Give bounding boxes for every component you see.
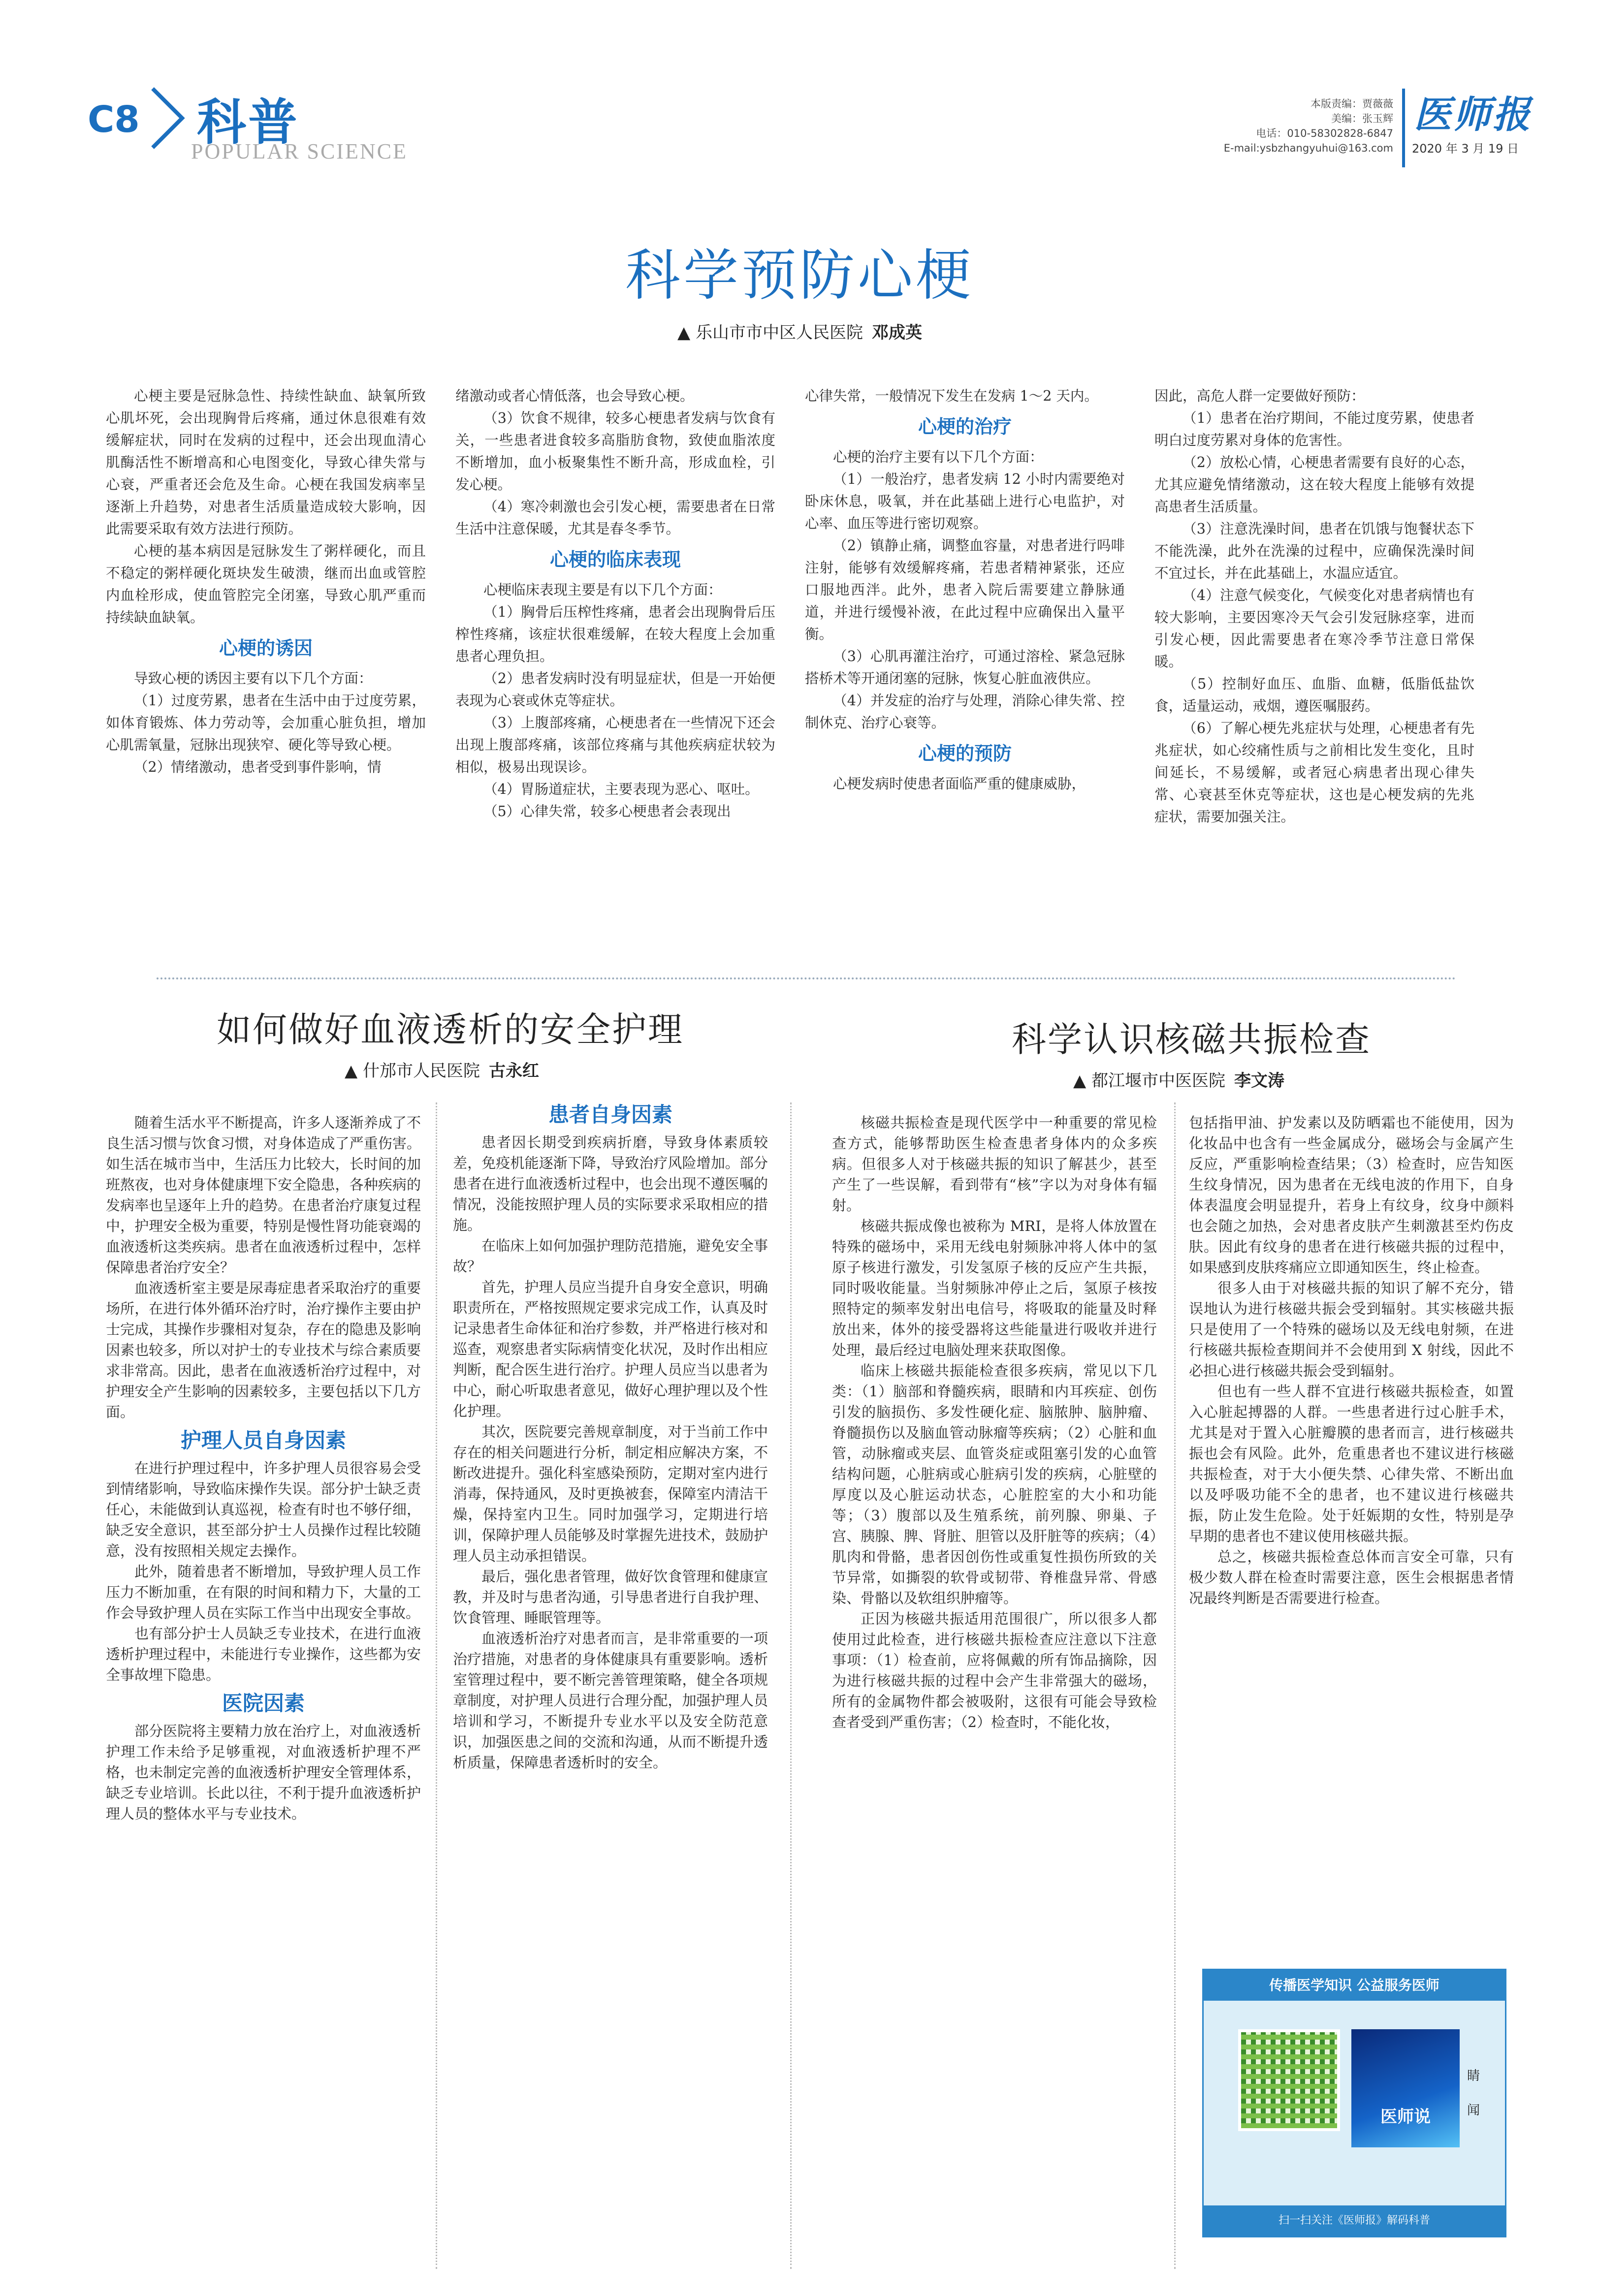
paragraph: 核磁共振检查是现代医学中一种重要的常见检查方式，能够帮助医生检查患者身体内的众多疾病。但很多人对于核磁共振的知识了解甚少，甚至产生了一些误解，看到带有“核”字以为对身体有辐射。 bbox=[832, 1114, 1157, 1214]
paragraph: 血液透析室主要是尿毒症患者采取治疗的重要场所，在进行体外循环治疗时，治疗操作主要由护士完成，其操作步骤相对复杂，存在的隐患及影响因素也较多，所以对护士的专业技术与综合素质要求非常高。因此，患者在血液透析治疗过程中，对护理安全产生影响的因素较多，主要包括以下几方面。 bbox=[106, 1280, 421, 1420]
section-english: POPULAR SCIENCE bbox=[191, 139, 408, 163]
article1-byline bbox=[677, 319, 922, 343]
page-number: C8 bbox=[88, 98, 140, 141]
paragraph: 其次，医院要完善规章制度，对于当前工作中存在的相关问题进行分析，制定相应解决方案，不断改进提升。强化科室感染预防，定期对室内进行消毒，保持通风，及时更换被套，保障室内清洁干燥，保持室内卫生。同时加强学习，定期进行培训，保障护理人员能够及时掌握先进技术，鼓励护理人员主动承担错误。 bbox=[453, 1423, 768, 1564]
article2-column-2 bbox=[453, 1097, 768, 1773]
paragraph: 血液透析治疗对患者而言，是非常重要的一项治疗措施，对患者的身体健康具有重要影响。透析室管理过程中，要不断完善管理策略，健全各项规章制度，对护理人员进行合理分配，加强护理人员培训和学习，不断提升专业水平以及安全防范意识，加强医患之间的交流和沟通，从而不断提升透析质量，保障患者透析时的安全。 bbox=[453, 1630, 768, 1771]
paragraph: （4）并发症的治疗与处理，消除心律失常、控制休克、治疗心衰等。 bbox=[805, 692, 1125, 731]
subheading-prevention: 心梗的预防 bbox=[918, 743, 1012, 764]
paragraph: 心梗的治疗主要有以下几个方面： bbox=[833, 449, 1044, 465]
column-divider bbox=[1174, 1102, 1176, 2269]
article3-column-1 bbox=[832, 1112, 1157, 1732]
paragraph: （1）胸骨后压榨性疼痛，患者会出现胸骨后压榨性疼痛，该症状很难缓解，在较大程度上会加重患者心理负担。 bbox=[455, 604, 775, 664]
paragraph: （1）患者在治疗期间，不能过度劳累，使患者明白过度劳累对身体的危害性。 bbox=[1154, 410, 1474, 448]
byline-org: ▲ 都江堰市中医医院 bbox=[1073, 1071, 1225, 1091]
promo-footer: 扫一扫关注《医师报》解码科普 bbox=[1204, 2205, 1505, 2236]
paragraph: （2）情绪激动，患者受到事件影响，情 bbox=[134, 759, 382, 775]
newspaper-logo: 医师报 bbox=[1414, 93, 1532, 136]
paragraph: 心梗发病时使患者面临严重的健康威胁， bbox=[833, 776, 1086, 792]
article1-column-4 bbox=[1154, 385, 1474, 828]
paragraph: 因此，高危人群一定要做好预防： bbox=[1154, 388, 1365, 404]
paragraph: 也有部分护士人员缺乏专业技术，在进行血液透析护理过程中，未能进行专业操作，这些都为安全事故埋下隐患。 bbox=[106, 1625, 421, 1683]
paragraph: 核磁共振成像也被称为 MRI，是将人体放置在特殊的磁场中，采用无线电射频脉冲将人体中的氢原子核进行激发，引发氢原子核的反应产生共振，同时吸收能量。当射频脉冲停止之后，氢原子核按照特定的频率发射出电信号，将吸取的能量及时释放出来，体外的接受器将这些能量进行吸收并进行处理，最后经过电脑处理来获取图像。 bbox=[832, 1218, 1157, 1358]
paragraph: 最后，强化患者管理，做好饮食管理和健康宣教，并及时与患者沟通，引导患者进行自我护理、饮食管理、睡眠管理等。 bbox=[453, 1568, 768, 1626]
paragraph: 心梗主要是冠脉急性、持续性缺血、缺氧所致心肌坏死，会出现胸骨后疼痛，通过休息很难有效缓解症状，同时在发病的过程中，还会出现血清心肌酶活性不断增高和心电图变化，导致心律失常与心衰，严重者还会危及生命。心梗在我国发病率呈逐渐上升趋势，对患者生活质量造成较大影响，因此需要采取有效方法进行预防。 bbox=[106, 388, 426, 537]
subheading-nurse: 护理人员自身因素 bbox=[180, 1428, 346, 1452]
article1-column-1 bbox=[106, 385, 426, 778]
paragraph: 心梗的基本病因是冠脉发生了粥样硬化，而且不稳定的粥样硬化斑块发生破溃，继而出血或管腔内血栓形成，使血管腔完全闭塞，导致心肌严重而持续缺血缺氧。 bbox=[106, 543, 426, 626]
chevron-right-icon bbox=[148, 84, 192, 153]
paragraph: 在进行护理过程中，许多护理人员很容易会受到情绪影响，导致临床操作失误。部分护士缺乏责任心，未能做到认真巡视，检查有时也不够仔细，缺乏安全意识，甚至部分护士人员操作过程比较随意，没有按照相关规定去操作。 bbox=[106, 1460, 421, 1559]
paragraph: （4）寒冷刺激也会引发心梗，需要患者在日常生活中注意保暖，尤其是春冬季节。 bbox=[455, 499, 775, 537]
paragraph: 部分医院将主要精力放在治疗上，对血液透析护理工作未给予足够重视，对血液透析护理不严格，也未制定完善的血液透析护理安全管理体系，缺乏专业培训。长此以往，不利于提升血液透析护理人员的整体水平与专业技术。 bbox=[106, 1723, 421, 1822]
article1-title: 科学预防心梗 bbox=[625, 244, 974, 308]
paragraph: 心律失常，一般情况下发生在发病 1～2 天内。 bbox=[805, 388, 1098, 404]
phone-line: 电话：010-58302828-6847 bbox=[1256, 127, 1393, 139]
paragraph: （3）心肌再灌注治疗，可通过溶栓、紧急冠脉搭桥术等开通闭塞的冠脉，恢复心脏血液供应。 bbox=[805, 648, 1125, 687]
byline-org: ▲ 什邡市人民医院 bbox=[345, 1061, 480, 1081]
paragraph: 总之，核磁共振检查总体而言安全可靠，只有极少数人群在检查时需要注意，医生会根据患者情况最终判断是否需要进行检查。 bbox=[1189, 1548, 1514, 1606]
byline-org: ▲ 乐山市市中区人民医院 bbox=[677, 323, 863, 343]
editor-info bbox=[1162, 96, 1393, 156]
paragraph: （3）上腹部疼痛，心梗患者在一些情况下还会出现上腹部疼痛，该部位疼痛与其他疾病症状较为相似，极易出现误诊。 bbox=[455, 715, 775, 775]
column-divider bbox=[790, 1102, 792, 2269]
promo-side-text: 睛 闻 bbox=[1467, 2069, 1480, 2118]
subheading-patient: 患者自身因素 bbox=[548, 1102, 672, 1127]
paragraph: （4）注意气候变化，气候变化对患者病情也有较大影响，主要因寒冷天气会引发冠脉痉挛，进而引发心梗，因此需要患者在寒冷季节注意日常保暖。 bbox=[1154, 587, 1474, 670]
paragraph: 包括指甲油、护发素以及防晒霜也不能使用，因为化妆品中也含有一些金属成分，磁场会与金属产生反应，严重影响检查结果；（3）检查时，应告知医生纹身情况，因为患者在无线电波的作用下，自身体表温度会明显提升，若身上有纹身，纹身中颜料也会随之加热，会对患者皮肤产生刺激甚至灼伤皮肤。因此有纹身的患者在进行核磁共振的过程中，如果感到皮肤疼痛应立即通知医生，终止检查。 bbox=[1189, 1114, 1514, 1276]
paragraph: （3）饮食不规律，较多心梗患者发病与饮食有关，一些患者进食较多高脂肪食物，致使血脂浓度不断增加，血小板聚集性不断升高，形成血栓，引发心梗。 bbox=[455, 410, 775, 493]
subheading-cause: 心梗的诱因 bbox=[219, 637, 313, 659]
paragraph: 很多人由于对核磁共振的知识了解不充分，错误地认为进行核磁共振会受到辐射。其实核磁共振只是使用了一个特殊的磁场以及无线电射频，在进行核磁共振检查期间并不会使用到 X 射线，因此不必担心进行核磁共振会受到辐射。 bbox=[1189, 1280, 1514, 1379]
paragraph: （5）控制好血压、血脂、血糖，低脂低盐饮食，适量运动，戒烟，遵医嘱服药。 bbox=[1154, 676, 1474, 714]
paragraph: （3）注意洗澡时间，患者在饥饿与饱餐状态下不能洗澡，此外在洗澡的过程中，应确保洗澡时间不宜过长，并在此基础上，水温应适宜。 bbox=[1154, 521, 1474, 581]
paragraph: （2）患者发病时没有明显症状，但是一开始便表现为心衰或休克等症状。 bbox=[455, 670, 775, 709]
publish-date: 2020 年 3 月 19 日 bbox=[1412, 142, 1519, 156]
subheading-treatment: 心梗的治疗 bbox=[918, 416, 1012, 438]
paragraph: 导致心梗的诱因主要有以下几个方面： bbox=[134, 670, 373, 687]
article3-byline bbox=[1073, 1067, 1284, 1091]
promo-label: 医师说 bbox=[1380, 2107, 1431, 2127]
promo-box bbox=[1202, 1969, 1506, 2237]
subheading-clinical: 心梗的临床表现 bbox=[549, 549, 681, 570]
promo-image bbox=[1351, 2029, 1460, 2147]
byline-author: 邓成英 bbox=[871, 323, 922, 343]
paragraph: 患者因长期受到疾病折磨，导致身体素质较差，免疫机能逐渐下降，导致治疗风险增加。部分患者在进行血液透析过程中，也会出现不遵医嘱的情况，没能按照护理人员的实际要求采取相应的措施。 bbox=[453, 1134, 768, 1233]
subheading-hospital: 医院因素 bbox=[222, 1691, 305, 1715]
byline-author: 李文涛 bbox=[1234, 1071, 1284, 1091]
designer-line: 美编：张玉辉 bbox=[1331, 113, 1393, 125]
paragraph: 心梗临床表现主要是有以下几个方面： bbox=[483, 582, 722, 598]
article3-column-2 bbox=[1189, 1112, 1514, 1608]
paragraph: 但也有一些人群不宜进行核磁共振检查，如置入心脏起搏器的人群。一些患者进行过心脏手术，尤其是对于置入心脏瓣膜的患者而言，进行核磁共振也会有风险。此外，危重患者也不建议进行核磁共振检查，对于大小便失禁、心律失常、不断出血以及呼吸功能不全的患者，也不建议进行核磁共振，防止发生危险。处于妊娠期的女性，特别是孕早期的患者也不建议使用核磁共振。 bbox=[1189, 1383, 1514, 1544]
column-divider bbox=[436, 1102, 437, 2269]
paragraph: （6）了解心梗先兆症状与处理，心梗患者有先兆症状，如心绞痛性质与之前相比发生变化，且时间延长，不易缓解，或者冠心病患者出现心律失常、心衰甚至休克等症状，这也是心梗发病的先兆症状，需要加强关注。 bbox=[1154, 720, 1474, 825]
paragraph: （2）镇静止痛，调整血容量，对患者进行吗啡注射，能够有效缓解疼痛，若患者精神紧张，还应口服地西泮。此外，患者入院后需要建立静脉通道，并进行缓慢补液，在此过程中应确保出入量平衡。 bbox=[805, 537, 1125, 642]
paragraph: 在临床上如何加强护理防范措施，避免安全事故？ bbox=[453, 1237, 768, 1275]
paragraph: 随着生活水平不断提高，许多人逐渐养成了不良生活习惯与饮食习惯，对身体造成了严重伤害。如生活在城市当中，生活压力比较大，长时间的加班熬夜，也对身体健康埋下安全隐患，各种疾病的发病率也呈逐年上升的趋势。在患者治疗康复过程中，护理安全极为重要，特别是慢性肾功能衰竭的血液透析这类疾病。患者在血液透析过程中，怎样保障患者治疗安全？ bbox=[106, 1114, 421, 1276]
article2-column-1 bbox=[106, 1112, 421, 1824]
article2-title: 如何做好血液透析的安全护理 bbox=[217, 1009, 684, 1050]
article1-column-3 bbox=[805, 385, 1125, 795]
article1-column-2 bbox=[455, 385, 775, 822]
header-divider bbox=[1402, 89, 1405, 167]
byline-author: 古永红 bbox=[488, 1061, 539, 1081]
section-divider bbox=[157, 977, 1456, 979]
paragraph: 临床上核磁共振能检查很多疾病，常见以下几类：（1）脑部和脊髓疾病，眼睛和内耳疾症、创伤引发的脑损伤、多发性硬化症、脑脓肿、脑肿瘤、脊髓损伤以及脑血管动脉瘤等疾病；（2）心脏和血管，动脉瘤或夹层、血管炎症或阻塞引发的心血管结构问题，心脏病或心脏病引发的疾病，心脏壁的厚度以及心脏运动状态，心脏腔室的大小和功能等；（3）腹部以及生殖系统，前列腺、卵巢、子宫、胰腺、脾、肾脏、胆管以及肝脏等的疾病；（4）肌肉和骨骼，患者因创伤性或重复性损伤所致的关节异常，如撕裂的软骨或韧带、脊椎盘异常、骨感染、骨骼以及软组织肿瘤等。 bbox=[832, 1362, 1157, 1606]
paragraph: （1）一般治疗，患者发病 12 小时内需要绝对卧床休息，吸氧，并在此基础上进行心电监护，对心率、血压等进行密切观察。 bbox=[805, 471, 1125, 532]
paragraph: （1）过度劳累，患者在生活中由于过度劳累，如体育锻炼、体力劳动等，会加重心脏负担，增加心肌需氧量，冠脉出现狭窄、硬化等导致心梗。 bbox=[106, 692, 426, 753]
paragraph: 首先，护理人员应当提升自身安全意识，明确职责所在，严格按照规定要求完成工作，认真及时记录患者生命体征和治疗参数，并严格进行核对和巡查，观察患者实际病情变化状况，及时作出相应判断，配合医生进行治疗。护理人员应当以患者为中心，耐心听取患者意见，做好心理护理以及个性化护理。 bbox=[453, 1279, 768, 1419]
paragraph: （5）心律失常，较多心梗患者会表现出 bbox=[483, 803, 731, 819]
article3-title: 科学认识核磁共振检查 bbox=[1012, 1019, 1371, 1060]
paragraph: 正因为核磁共振适用范围很广，所以很多人都使用过此检查，进行核磁共振检查应注意以下注意事项：（1）检查前，应将佩戴的所有饰品摘除，因为进行核磁共振的过程中会产生非常强大的磁场，所有的金属物件都会被吸附，这很有可能会导致检查者受到严重伤害；（2）检查时，不能化妆， bbox=[832, 1610, 1157, 1730]
paragraph: （2）放松心情，心梗患者需要有良好的心态，尤其应避免情绪激动，这在较大程度上能够有效提高患者生活质量。 bbox=[1154, 454, 1474, 515]
section-name: 科普 bbox=[197, 94, 299, 151]
email-line: E-mail:ysbzhangyuhui@163.com bbox=[1223, 142, 1393, 154]
editor-line: 本版责编：贾薇薇 bbox=[1311, 98, 1393, 110]
paragraph: 绪激动或者心情低落，也会导致心梗。 bbox=[455, 388, 694, 404]
paragraph: （4）胃肠道症状，主要表现为恶心、呕吐。 bbox=[483, 781, 759, 797]
promo-header: 传播医学知识 公益服务医师 bbox=[1204, 1970, 1505, 2001]
paragraph: 此外，随着患者不断增加，导致护理人员工作压力不断加重，在有限的时间和精力下，大量的工作会导致护理人员在实际工作当中出现安全事故。 bbox=[106, 1563, 421, 1621]
qr-code-icon[interactable] bbox=[1238, 2029, 1340, 2131]
article2-byline bbox=[345, 1057, 539, 1081]
